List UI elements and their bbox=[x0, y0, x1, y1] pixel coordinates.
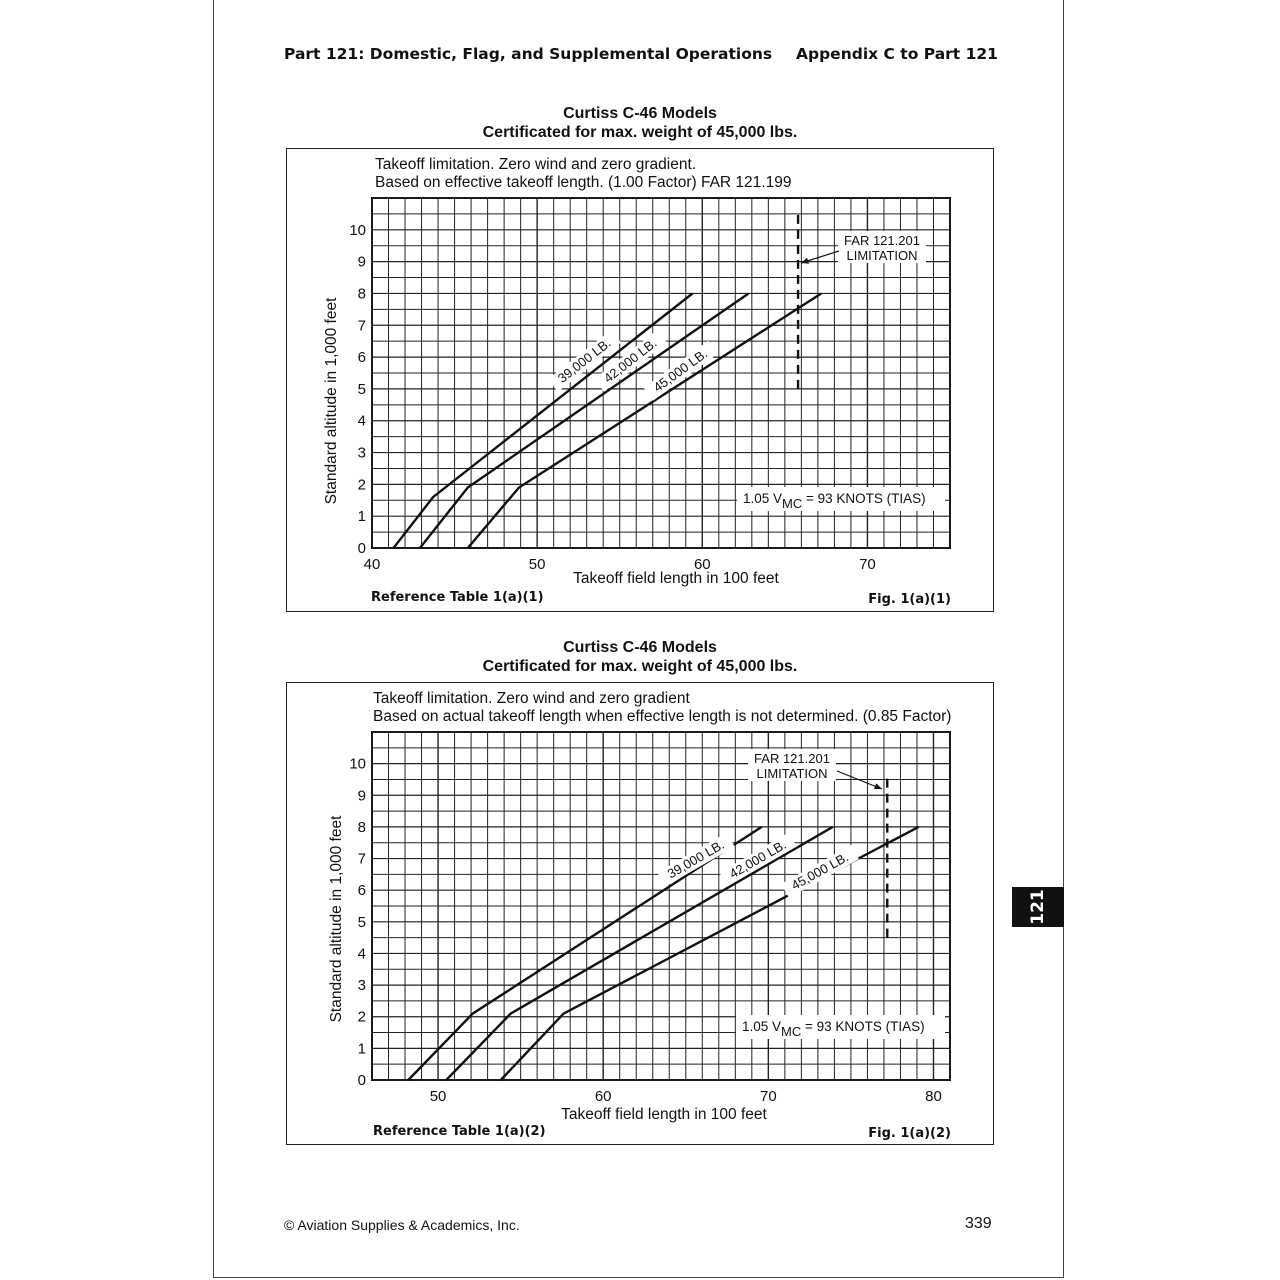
series-label: 42,000 LB. bbox=[600, 335, 660, 386]
series-label: 42,000 LB. bbox=[726, 836, 789, 882]
running-header-right: Appendix C to Part 121 bbox=[796, 45, 998, 63]
y-tick-label: 6 bbox=[357, 349, 366, 367]
x-tick-label: 60 bbox=[693, 556, 711, 573]
chart2-title-line1: Curtiss C-46 Models bbox=[563, 639, 717, 656]
vmc-label-prefix: 1.05 V bbox=[743, 491, 783, 506]
x-axis-label: Takeoff field length in 100 feet bbox=[561, 1106, 767, 1123]
y-tick-label: 6 bbox=[357, 882, 366, 900]
chart-note-line2: Based on actual takeoff length when effective length is not determined. (0.85 Factor) bbox=[373, 708, 952, 725]
limit-label-line1: FAR 121.201 bbox=[844, 233, 920, 248]
chart2-title bbox=[340, 638, 940, 676]
reference-label: Reference Table 1(a)(2) bbox=[373, 1124, 546, 1139]
chart1-title bbox=[340, 104, 940, 142]
chart2-box bbox=[286, 682, 994, 1145]
x-tick-label: 70 bbox=[759, 1088, 777, 1105]
figure-label: Fig. 1(a)(2) bbox=[868, 1126, 951, 1141]
chart2-svg bbox=[287, 683, 995, 1146]
y-tick-label: 4 bbox=[357, 412, 366, 430]
y-tick-label: 2 bbox=[357, 476, 366, 494]
footer-copyright: © Aviation Supplies & Academics, Inc. bbox=[284, 1217, 520, 1233]
vmc-label-suffix: = 93 KNOTS (TIAS) bbox=[802, 491, 926, 506]
y-tick-label: 0 bbox=[357, 540, 366, 557]
running-header-left: Part 121: Domestic, Flag, and Supplemental Operations bbox=[284, 45, 773, 63]
series-label: 45,000 LB. bbox=[650, 345, 711, 395]
y-tick-label: 7 bbox=[357, 850, 366, 868]
page-number: 339 bbox=[965, 1215, 992, 1232]
x-tick-label: 60 bbox=[594, 1088, 612, 1105]
reference-label: Reference Table 1(a)(1) bbox=[371, 590, 544, 605]
y-tick-label: 8 bbox=[357, 285, 366, 303]
chart1-box bbox=[286, 148, 994, 612]
x-axis-label: Takeoff field length in 100 feet bbox=[573, 570, 779, 587]
chart1-svg bbox=[287, 149, 995, 613]
series-label: 39,000 LB. bbox=[664, 836, 727, 882]
chart-note-line1: Takeoff limitation. Zero wind and zero gradient bbox=[373, 690, 690, 707]
vmc-label-sub: MC bbox=[781, 1024, 802, 1039]
limit-arrow-head bbox=[801, 258, 809, 264]
section-tab bbox=[1012, 887, 1064, 927]
y-axis-label: Standard altitude in 1,000 feet bbox=[323, 297, 340, 505]
limit-arrow-head bbox=[874, 783, 882, 789]
y-tick-label: 10 bbox=[349, 755, 366, 773]
y-tick-label: 1 bbox=[357, 1040, 366, 1058]
y-tick-label: 9 bbox=[357, 787, 366, 805]
x-tick-label: 50 bbox=[429, 1088, 447, 1105]
chart-note-line2: Based on effective takeoff length. (1.00 Factor) FAR 121.199 bbox=[375, 174, 792, 191]
vmc-label-prefix: 1.05 V bbox=[742, 1019, 782, 1034]
series-label: 45,000 LB. bbox=[788, 849, 851, 893]
y-axis-label: Standard altitude in 1,000 feet bbox=[328, 815, 345, 1023]
limit-label-line1: FAR 121.201 bbox=[754, 751, 830, 766]
chart1-title-line2: Certificated for max. weight of 45,000 lbs. bbox=[482, 124, 798, 141]
y-tick-label: 2 bbox=[357, 1008, 366, 1026]
chart-note-line1: Takeoff limitation. Zero wind and zero gradient. bbox=[375, 156, 697, 173]
figure-label: Fig. 1(a)(1) bbox=[868, 592, 951, 607]
y-tick-label: 5 bbox=[357, 913, 366, 931]
limit-label-line2: LIMITATION bbox=[846, 248, 918, 263]
x-tick-label: 50 bbox=[528, 556, 546, 573]
y-tick-label: 8 bbox=[357, 818, 366, 836]
y-tick-label: 3 bbox=[357, 444, 366, 462]
x-tick-label: 70 bbox=[859, 556, 876, 573]
limit-label-line2: LIMITATION bbox=[756, 766, 828, 781]
y-tick-label: 10 bbox=[349, 221, 366, 239]
y-tick-label: 4 bbox=[357, 945, 366, 963]
x-tick-label: 40 bbox=[363, 556, 381, 573]
y-tick-label: 1 bbox=[357, 508, 366, 526]
y-tick-label: 3 bbox=[357, 977, 366, 995]
y-tick-label: 7 bbox=[357, 317, 366, 335]
vmc-label-suffix: = 93 KNOTS (TIAS) bbox=[801, 1019, 925, 1034]
y-tick-label: 0 bbox=[357, 1072, 366, 1089]
chart2-title-line2: Certificated for max. weight of 45,000 lbs. bbox=[482, 658, 798, 675]
vmc-label-sub: MC bbox=[782, 496, 803, 511]
x-tick-label: 80 bbox=[925, 1088, 942, 1105]
y-tick-label: 9 bbox=[357, 253, 366, 271]
y-tick-label: 5 bbox=[357, 380, 366, 398]
series-label: 39,000 LB. bbox=[554, 335, 614, 386]
section-tab-label: 121 bbox=[1028, 889, 1048, 925]
chart1-title-line1: Curtiss C-46 Models bbox=[563, 105, 717, 122]
